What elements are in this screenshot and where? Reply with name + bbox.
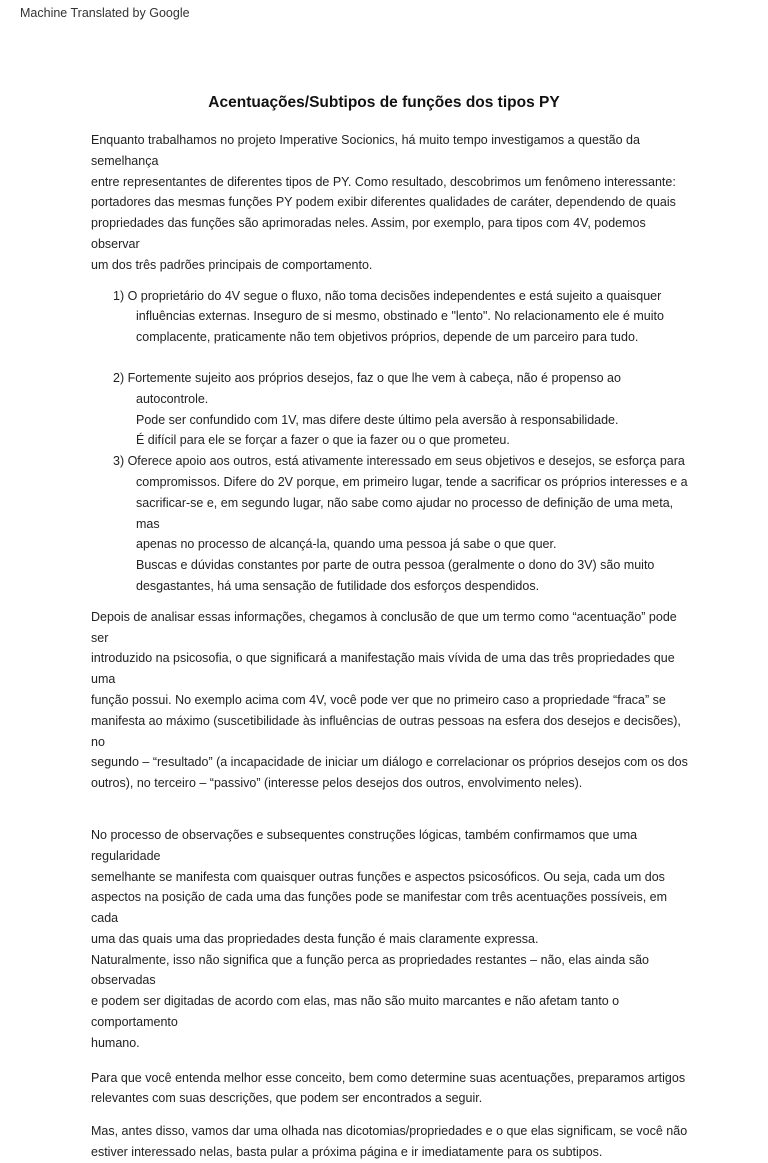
behavior-pattern-list [91, 286, 691, 597]
intro-paragraph: Enquanto trabalhamos no projeto Imperative Socionics, há muito tempo investigamos a questão da semelhança entre representantes de diferentes tipos de PY. Como resultado, descobrimos um fenômeno interessante: portadores das mesmas funções PY podem exibir diferentes qualidades de caráter, dependendo de quais propriedades das funções são aprimoradas neles. Assim, por exemplo, para tipos com 4V, podemos observar um dos três padrões principais de comportamento. [91, 133, 676, 272]
list-item: 3) Oferece apoio aos outros, está ativamente interessado em seus objetivos e desejos, se esforça para compromissos. Difere do 2V porque, em primeiro lugar, tende a sacrificar os próprios interesses e a sacrificar-se e, em segundo lugar, não sabe como ajudar no processo de definição de uma meta, mas apenas no processo de alcançá-la, quando uma pessoa já sabe o que quer. Buscas e dúvidas constantes por parte de outra pessoa (geralmente o dono do 3V) são muito desgastantes, há uma sensação de futilidade dos esforços despendidos. [113, 454, 688, 593]
page-title: Acentuações/Subtipos de funções dos tipos PY [208, 94, 560, 111]
closing-paragraph: Mas, antes disso, vamos dar uma olhada nas dicotomias/propriedades e o que elas significam, se você não estiver interessado nelas, basta pular a próxima página e ir imediatamente para os subtipos. [91, 1124, 688, 1160]
analysis-paragraph: Depois de analisar essas informações, chegamos à conclusão de que um termo como “acentuação” pode ser introduzido na psicosofia, o que significará a manifestação mais vívida de uma das três propriedades que uma função possui. No exemplo acima com 4V, você pode ver que no primeiro caso a propriedade “fraca” se manifesta ao máximo (suscetibilidade às influências de outras pessoas na esfera dos desejos e decisões), no segundo – “resultado” (a incapacidade de iniciar um diálogo e correlacionar os próprios desejos com os dos outros), no terceiro – “passivo” (interesse pelos desejos dos outros, envolvimento neles). [91, 609, 688, 791]
document-body [91, 130, 691, 1163]
list-item: 2) Fortemente sujeito aos próprios desejos, faz o que lhe vem à cabeça, não é propenso ao autocontrole. Pode ser confundido com 1V, mas difere deste último pela aversão à responsabilidade. É difícil para ele se forçar a fazer o que ia fazer ou o que prometeu. [113, 370, 621, 448]
list-item: 1) O proprietário do 4V segue o fluxo, não toma decisões independentes e está sujeito a quaisquer influências externas. Inseguro de si mesmo, obstinado e "lento". No relacionamento ele é muito complacente, praticamente não tem objetivos próprios, depende de um parceiro para tudo. [113, 288, 664, 345]
articles-paragraph: Para que você entenda melhor esse conceito, bem como determine suas acentuações, preparamos artigos relevantes com suas descrições, que podem ser encontrados a seguir. [91, 1070, 686, 1106]
machine-translation-banner: Machine Translated by Google [20, 6, 190, 20]
observations-paragraph: No processo de observações e subsequentes construções lógicas, também confirmamos que uma regularidade semelhante se manifesta com quaisquer outras funções e aspectos psicosóficos. Ou seja, cada um dos aspectos na posição de cada uma das funções pode se manifestar com três acentuações possíveis, em cada uma das quais uma das propriedades desta função é mais claramente expressa. Naturalmente, isso não significa que a função perca as propriedades restantes – não, elas ainda são observadas e podem ser digitadas de acordo com elas, mas não são muito marcantes e não afetam tanto o comportamento humano. [91, 827, 668, 1050]
